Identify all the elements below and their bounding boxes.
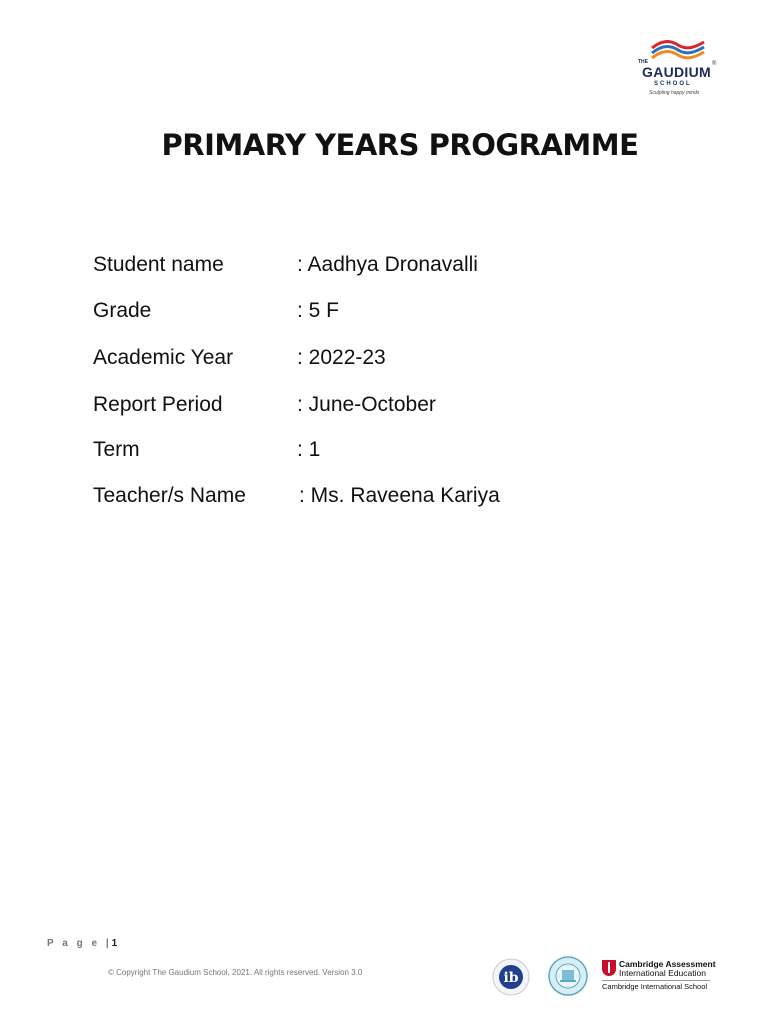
detail-value: : Aadhya Dronavalli: [297, 253, 478, 276]
detail-label: Term: [93, 438, 140, 461]
detail-label: Grade: [93, 299, 152, 322]
cambridge-logo: [602, 959, 716, 992]
cambridge-divider: [602, 980, 710, 981]
cambridge-line-1: Cambridge Assessment: [619, 959, 716, 969]
page-number-value: 1: [111, 938, 118, 949]
page-label: P a g e |: [47, 938, 112, 949]
cambridge-shield-icon: [602, 960, 616, 976]
detail-value: : Ms. Raveena Kariya: [299, 484, 500, 507]
detail-label: Academic Year: [93, 346, 234, 369]
cbse-seal-icon: [547, 955, 589, 997]
ib-logo-text: ib: [503, 970, 519, 986]
logo-the: THE: [638, 59, 648, 65]
detail-value: : 1: [297, 438, 321, 461]
cambridge-line-3: Cambridge International School: [602, 982, 708, 991]
logo-school: SCHOOL: [654, 81, 692, 87]
ib-logo-icon: [491, 957, 531, 997]
logo-name: GAUDIUM: [642, 64, 711, 80]
detail-label: Student name: [93, 253, 224, 276]
detail-value: : June-October: [297, 393, 436, 416]
cambridge-line-2: International Education: [619, 968, 706, 978]
detail-label: Teacher/s Name: [93, 484, 246, 507]
detail-label: Report Period: [93, 393, 223, 416]
gaudium-logo: [634, 38, 724, 100]
copyright-notice: © Copyright The Gaudium School, 2021. All rights reserved. Version 3.0: [108, 968, 363, 977]
logo-tagline: Sculpting happy minds: [649, 90, 700, 96]
logo-registered: ®: [712, 61, 717, 67]
page-title: PRIMARY YEARS PROGRAMME: [161, 128, 639, 162]
detail-value: : 5 F: [297, 299, 340, 322]
logo-flag-icon: [648, 38, 708, 60]
detail-value: : 2022-23: [297, 346, 386, 369]
page-number: [47, 938, 117, 949]
